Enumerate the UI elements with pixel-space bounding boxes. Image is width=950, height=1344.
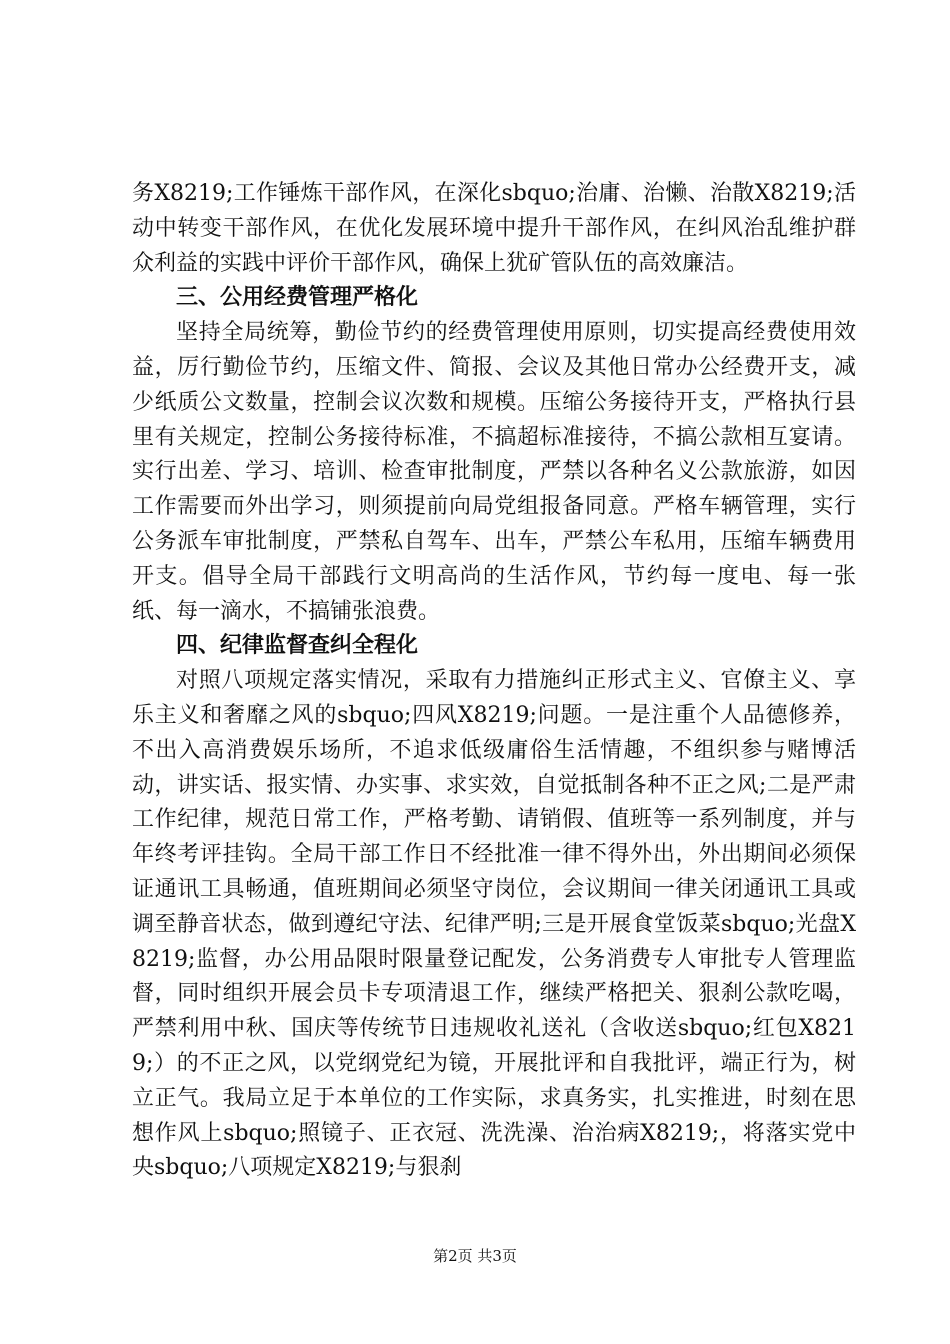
page-number-footer: 第2页 共3页 [433,1247,517,1265]
document-body [132,177,856,1186]
paragraph-continuation: 务X8219;工作锤炼干部作风，在深化sbquo;治庸、治懒、治散X8219;活动中转变干部作风，在优化发展环境中提升干部作风，在纠风治乱维护群众利益的实践中评价干部作风，确保上犹矿管队伍的高效廉洁。 [132,181,856,276]
paragraph-discipline: 对照八项规定落实情况，采取有力措施纠正形式主义、官僚主义、享乐主义和奢靡之风的sbquo;四风X8219;问题。一是注重个人品德修养，不出入高消费娱乐场所，不追求低级庸俗生活情趣，不组织参与赌博活动，讲实话、报实情、办实事、求实效，自觉抵制各种不正之风;二是严肃工作纪律，规范日常工作，严格考勤、请销假、值班等一系列制度，并与年终考评挂钩。全局干部工作日不经批准一律不得外出，外出期间必须保证通讯工具畅通，值班期间必须坚守岗位，会议期间一律关闭通讯工具或调至静音状态，做到遵纪守法、纪律严明;三是开展食堂饭菜sbquo;光盘X8219;监督，办公用品限时限量登记配发，公务消费专人审批专人管理监督，同时组织开展会员卡专项清退工作，继续严格把关、狠刹公款吃喝，严禁利用中秋、国庆等传统节日违规收礼送礼（含收送sbquo;红包X8219;）的不正之风，以党纲党纪为镜，开展批评和自我批评，端正行为，树立正气。我局立足于本单位的工作实际，求真务实，扎实推进，时刻在思想作风上sbquo;照镜子、正衣冠、洗洗澡、治治病X8219;，将落实党中央sbquo;八项规定X8219;与狠刹 [132,668,856,1181]
paragraph-funding: 坚持全局统筹，勤俭节约的经费管理使用原则，切实提高经费使用效益，厉行勤俭节约，压缩文件、简报、会议及其他日常办公经费开支，减少纸质公文数量，控制会议次数和规模。压缩公务接待开支，严格执行县里有关规定，控制公务接待标准，不搞超标准接待，不搞公款相互宴请。实行出差、学习、培训、检查审批制度，严禁以各种名义公款旅游，如因工作需要而外出学习，则须提前向局党组报备同意。严格车辆管理，实行公务派车审批制度，严禁私自驾车、出车，严禁公车私用，压缩车辆费用开支。倡导全局干部践行文明高尚的生活作风，节约每一度电、每一张纸、每一滴水，不搞铺张浪费。 [132,320,856,624]
section-heading-4: 四、纪律监督查纠全程化 [176,633,419,659]
section-heading-3: 三、公用经费管理严格化 [176,285,419,311]
